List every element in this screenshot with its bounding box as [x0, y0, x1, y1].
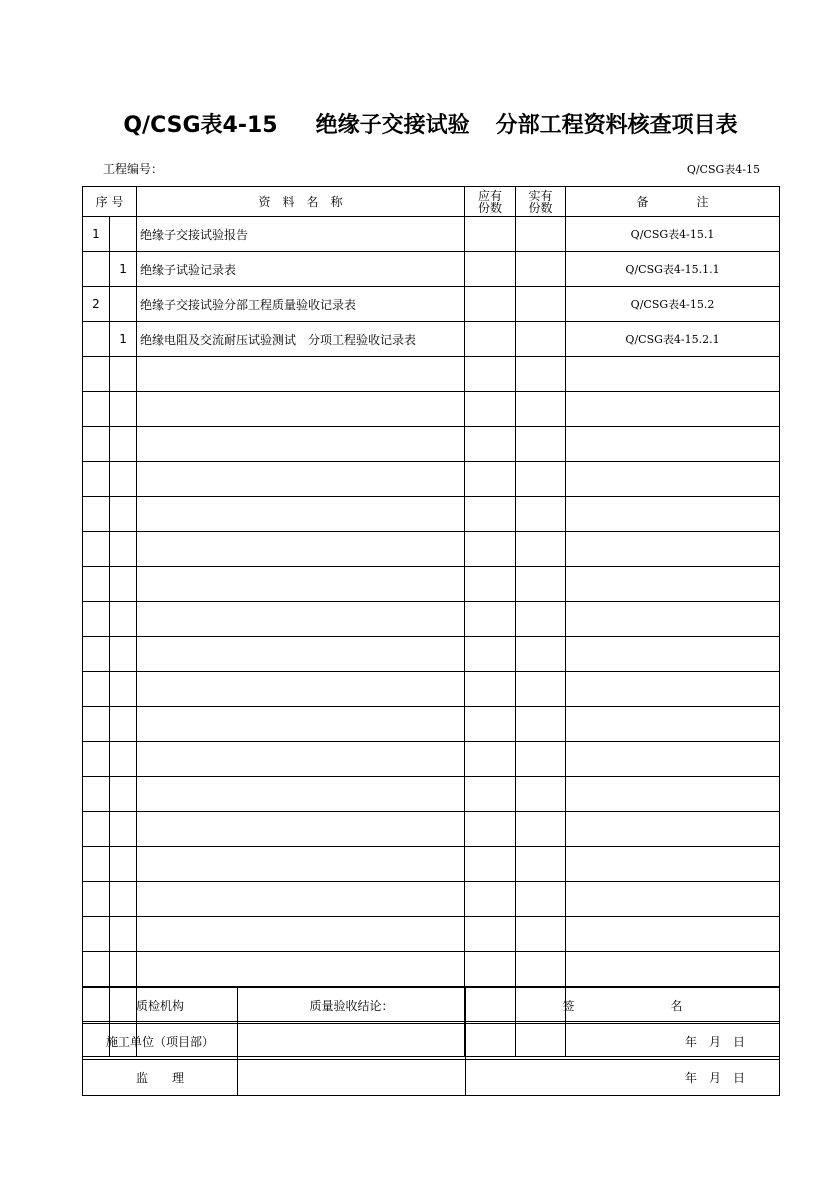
row-seq-cell [83, 357, 110, 392]
row-sub-seq-cell [110, 602, 137, 637]
row-sub-seq-cell [110, 462, 137, 497]
signature-table [82, 987, 780, 1096]
table-row [83, 497, 780, 532]
row-sub-seq-cell [110, 357, 137, 392]
row-actual-count-cell [516, 497, 566, 532]
row-sub-seq-cell [110, 637, 137, 672]
header-actual-line1: 实有 [528, 188, 553, 203]
row-required-count-cell [465, 427, 516, 462]
row-name-cell [137, 847, 465, 882]
row-required-count-cell [465, 672, 516, 707]
row-actual-count-cell [516, 567, 566, 602]
row-seq-cell [83, 707, 110, 742]
table-row [83, 392, 780, 427]
row-actual-count-cell [516, 882, 566, 917]
row-seq-cell [83, 847, 110, 882]
row-sub-seq-cell [110, 392, 137, 427]
row-name-cell [137, 952, 465, 987]
row-required-count-cell [465, 252, 516, 287]
conclusion-label: 质量验收结论： [238, 988, 466, 1024]
row-seq-cell: 1 [83, 217, 110, 252]
row-name-cell [137, 357, 465, 392]
row-seq-cell [83, 917, 110, 952]
row-required-count-cell [465, 952, 516, 987]
row-seq-cell [83, 952, 110, 987]
row-actual-count-cell [516, 812, 566, 847]
row-name-cell [137, 742, 465, 777]
row-name-cell: 绝缘子交接试验报告 [137, 217, 465, 252]
row-name-cell [137, 882, 465, 917]
row-remark-cell [566, 462, 780, 497]
row-name-cell [137, 812, 465, 847]
row-seq-cell [83, 602, 110, 637]
supervision-date: 年 月 日 [466, 1060, 780, 1096]
project-number-label: 工程编号： [103, 162, 164, 176]
row-sub-seq-cell: 1 [110, 322, 137, 357]
row-remark-cell [566, 777, 780, 812]
row-name-cell [137, 427, 465, 462]
table-row [83, 217, 780, 252]
row-sub-seq-cell [110, 287, 137, 322]
table-row [83, 322, 780, 357]
row-actual-count-cell [516, 602, 566, 637]
header-actual [516, 187, 566, 217]
row-required-count-cell [465, 567, 516, 602]
row-remark-cell [566, 882, 780, 917]
row-seq-cell: 2 [83, 287, 110, 322]
row-sub-seq-cell [110, 777, 137, 812]
header-required-line1: 应有 [478, 188, 503, 203]
row-name-cell [137, 497, 465, 532]
supervision-label: 监 理 [83, 1060, 238, 1096]
row-sub-seq-cell [110, 217, 137, 252]
row-name-cell [137, 532, 465, 567]
row-remark-cell [566, 707, 780, 742]
row-sub-seq-cell: 1 [110, 252, 137, 287]
row-seq-cell [83, 567, 110, 602]
row-remark-cell [566, 917, 780, 952]
title-name-2: 分部工程资料核查项目表 [495, 112, 738, 138]
construction-conclusion-cell[interactable] [238, 1024, 466, 1060]
supervision-conclusion-cell[interactable] [238, 1060, 466, 1096]
row-actual-count-cell [516, 847, 566, 882]
row-actual-count-cell [516, 952, 566, 987]
row-required-count-cell [465, 287, 516, 322]
row-name-cell [137, 392, 465, 427]
row-required-count-cell [465, 777, 516, 812]
row-remark-cell [566, 497, 780, 532]
row-remark-cell: Q/CSG表4-15.2 [566, 287, 780, 322]
row-remark-cell [566, 672, 780, 707]
row-actual-count-cell [516, 917, 566, 952]
row-actual-count-cell [516, 287, 566, 322]
row-remark-cell [566, 532, 780, 567]
row-seq-cell [83, 497, 110, 532]
table-row [83, 812, 780, 847]
table-row [83, 602, 780, 637]
signature-row-3 [83, 1060, 780, 1096]
row-required-count-cell [465, 497, 516, 532]
row-sub-seq-cell [110, 812, 137, 847]
row-name-cell [137, 672, 465, 707]
row-required-count-cell [465, 917, 516, 952]
title-code: Q/CSG表4-15 [123, 112, 278, 138]
row-sub-seq-cell [110, 427, 137, 462]
row-remark-cell [566, 952, 780, 987]
table-row [83, 637, 780, 672]
row-actual-count-cell [516, 672, 566, 707]
header-remark: 备 注 [566, 187, 780, 217]
row-sub-seq-cell [110, 917, 137, 952]
signature-row-2 [83, 1024, 780, 1060]
table-row [83, 707, 780, 742]
row-seq-cell [83, 742, 110, 777]
row-seq-cell [83, 322, 110, 357]
table-row [83, 742, 780, 777]
row-required-count-cell [465, 707, 516, 742]
table-row [83, 882, 780, 917]
row-required-count-cell [465, 392, 516, 427]
construction-unit-label: 施工单位（项目部） [83, 1024, 238, 1060]
row-actual-count-cell [516, 322, 566, 357]
row-seq-cell [83, 252, 110, 287]
row-sub-seq-cell [110, 742, 137, 777]
row-remark-cell [566, 602, 780, 637]
row-actual-count-cell [516, 777, 566, 812]
row-remark-cell: Q/CSG表4-15.1.1 [566, 252, 780, 287]
title-name-1: 绝缘子交接试验 [315, 112, 470, 138]
row-remark-cell [566, 392, 780, 427]
row-required-count-cell [465, 217, 516, 252]
row-seq-cell [83, 392, 110, 427]
row-actual-count-cell [516, 462, 566, 497]
row-actual-count-cell [516, 742, 566, 777]
row-remark-cell: Q/CSG表4-15.1 [566, 217, 780, 252]
row-remark-cell [566, 812, 780, 847]
header-required [465, 187, 516, 217]
table-row [83, 357, 780, 392]
page-title [82, 106, 779, 140]
construction-date: 年 月 日 [466, 1024, 780, 1060]
row-actual-count-cell [516, 252, 566, 287]
row-sub-seq-cell [110, 532, 137, 567]
row-actual-count-cell [516, 217, 566, 252]
row-name-cell [137, 917, 465, 952]
signature-row-1 [83, 988, 780, 1024]
row-name-cell [137, 567, 465, 602]
table-row [83, 847, 780, 882]
form-number: Q/CSG表4-15 [686, 163, 760, 176]
header-name: 资 料 名 称 [137, 187, 465, 217]
header-actual-line2: 份数 [528, 200, 553, 215]
row-remark-cell [566, 567, 780, 602]
row-name-cell [137, 777, 465, 812]
table-row [83, 672, 780, 707]
sign-label: 签 名 [466, 988, 780, 1024]
table-row [83, 287, 780, 322]
row-actual-count-cell [516, 427, 566, 462]
row-name-cell [137, 637, 465, 672]
row-remark-cell [566, 742, 780, 777]
row-remark-cell [566, 847, 780, 882]
row-name-cell [137, 602, 465, 637]
header-required-line2: 份数 [478, 200, 503, 215]
table-row [83, 532, 780, 567]
table-header-row [83, 187, 780, 217]
table-row [83, 427, 780, 462]
row-actual-count-cell [516, 707, 566, 742]
row-sub-seq-cell [110, 707, 137, 742]
row-sub-seq-cell [110, 952, 137, 987]
row-required-count-cell [465, 742, 516, 777]
row-remark-cell [566, 427, 780, 462]
table-row [83, 462, 780, 497]
row-actual-count-cell [516, 637, 566, 672]
row-seq-cell [83, 532, 110, 567]
quality-org-label: 质检机构 [83, 988, 238, 1024]
row-required-count-cell [465, 532, 516, 567]
row-seq-cell [83, 427, 110, 462]
row-remark-cell [566, 357, 780, 392]
row-sub-seq-cell [110, 672, 137, 707]
row-required-count-cell [465, 602, 516, 637]
row-required-count-cell [465, 462, 516, 497]
table-row [83, 777, 780, 812]
row-seq-cell [83, 672, 110, 707]
row-actual-count-cell [516, 357, 566, 392]
row-sub-seq-cell [110, 497, 137, 532]
row-required-count-cell [465, 637, 516, 672]
row-actual-count-cell [516, 532, 566, 567]
row-name-cell: 绝缘电阻及交流耐压试验测试 分项工程验收记录表 [137, 322, 465, 357]
table-row [83, 952, 780, 987]
row-seq-cell [83, 637, 110, 672]
row-name-cell [137, 462, 465, 497]
row-sub-seq-cell [110, 567, 137, 602]
row-seq-cell [83, 882, 110, 917]
row-remark-cell: Q/CSG表4-15.2.1 [566, 322, 780, 357]
row-name-cell [137, 707, 465, 742]
row-remark-cell [566, 637, 780, 672]
row-actual-count-cell [516, 392, 566, 427]
header-seq: 序 号 [83, 187, 137, 217]
row-required-count-cell [465, 882, 516, 917]
row-required-count-cell [465, 812, 516, 847]
table-body [83, 187, 780, 1057]
table-row [83, 917, 780, 952]
table-row [83, 252, 780, 287]
row-required-count-cell [465, 322, 516, 357]
row-seq-cell [83, 812, 110, 847]
row-sub-seq-cell [110, 847, 137, 882]
row-seq-cell [83, 777, 110, 812]
row-seq-cell [83, 462, 110, 497]
data-check-table [82, 186, 780, 1057]
table-row [83, 567, 780, 602]
row-name-cell: 绝缘子交接试验分部工程质量验收记录表 [137, 287, 465, 322]
row-sub-seq-cell [110, 882, 137, 917]
row-required-count-cell [465, 847, 516, 882]
row-required-count-cell [465, 357, 516, 392]
row-name-cell: 绝缘子试验记录表 [137, 252, 465, 287]
